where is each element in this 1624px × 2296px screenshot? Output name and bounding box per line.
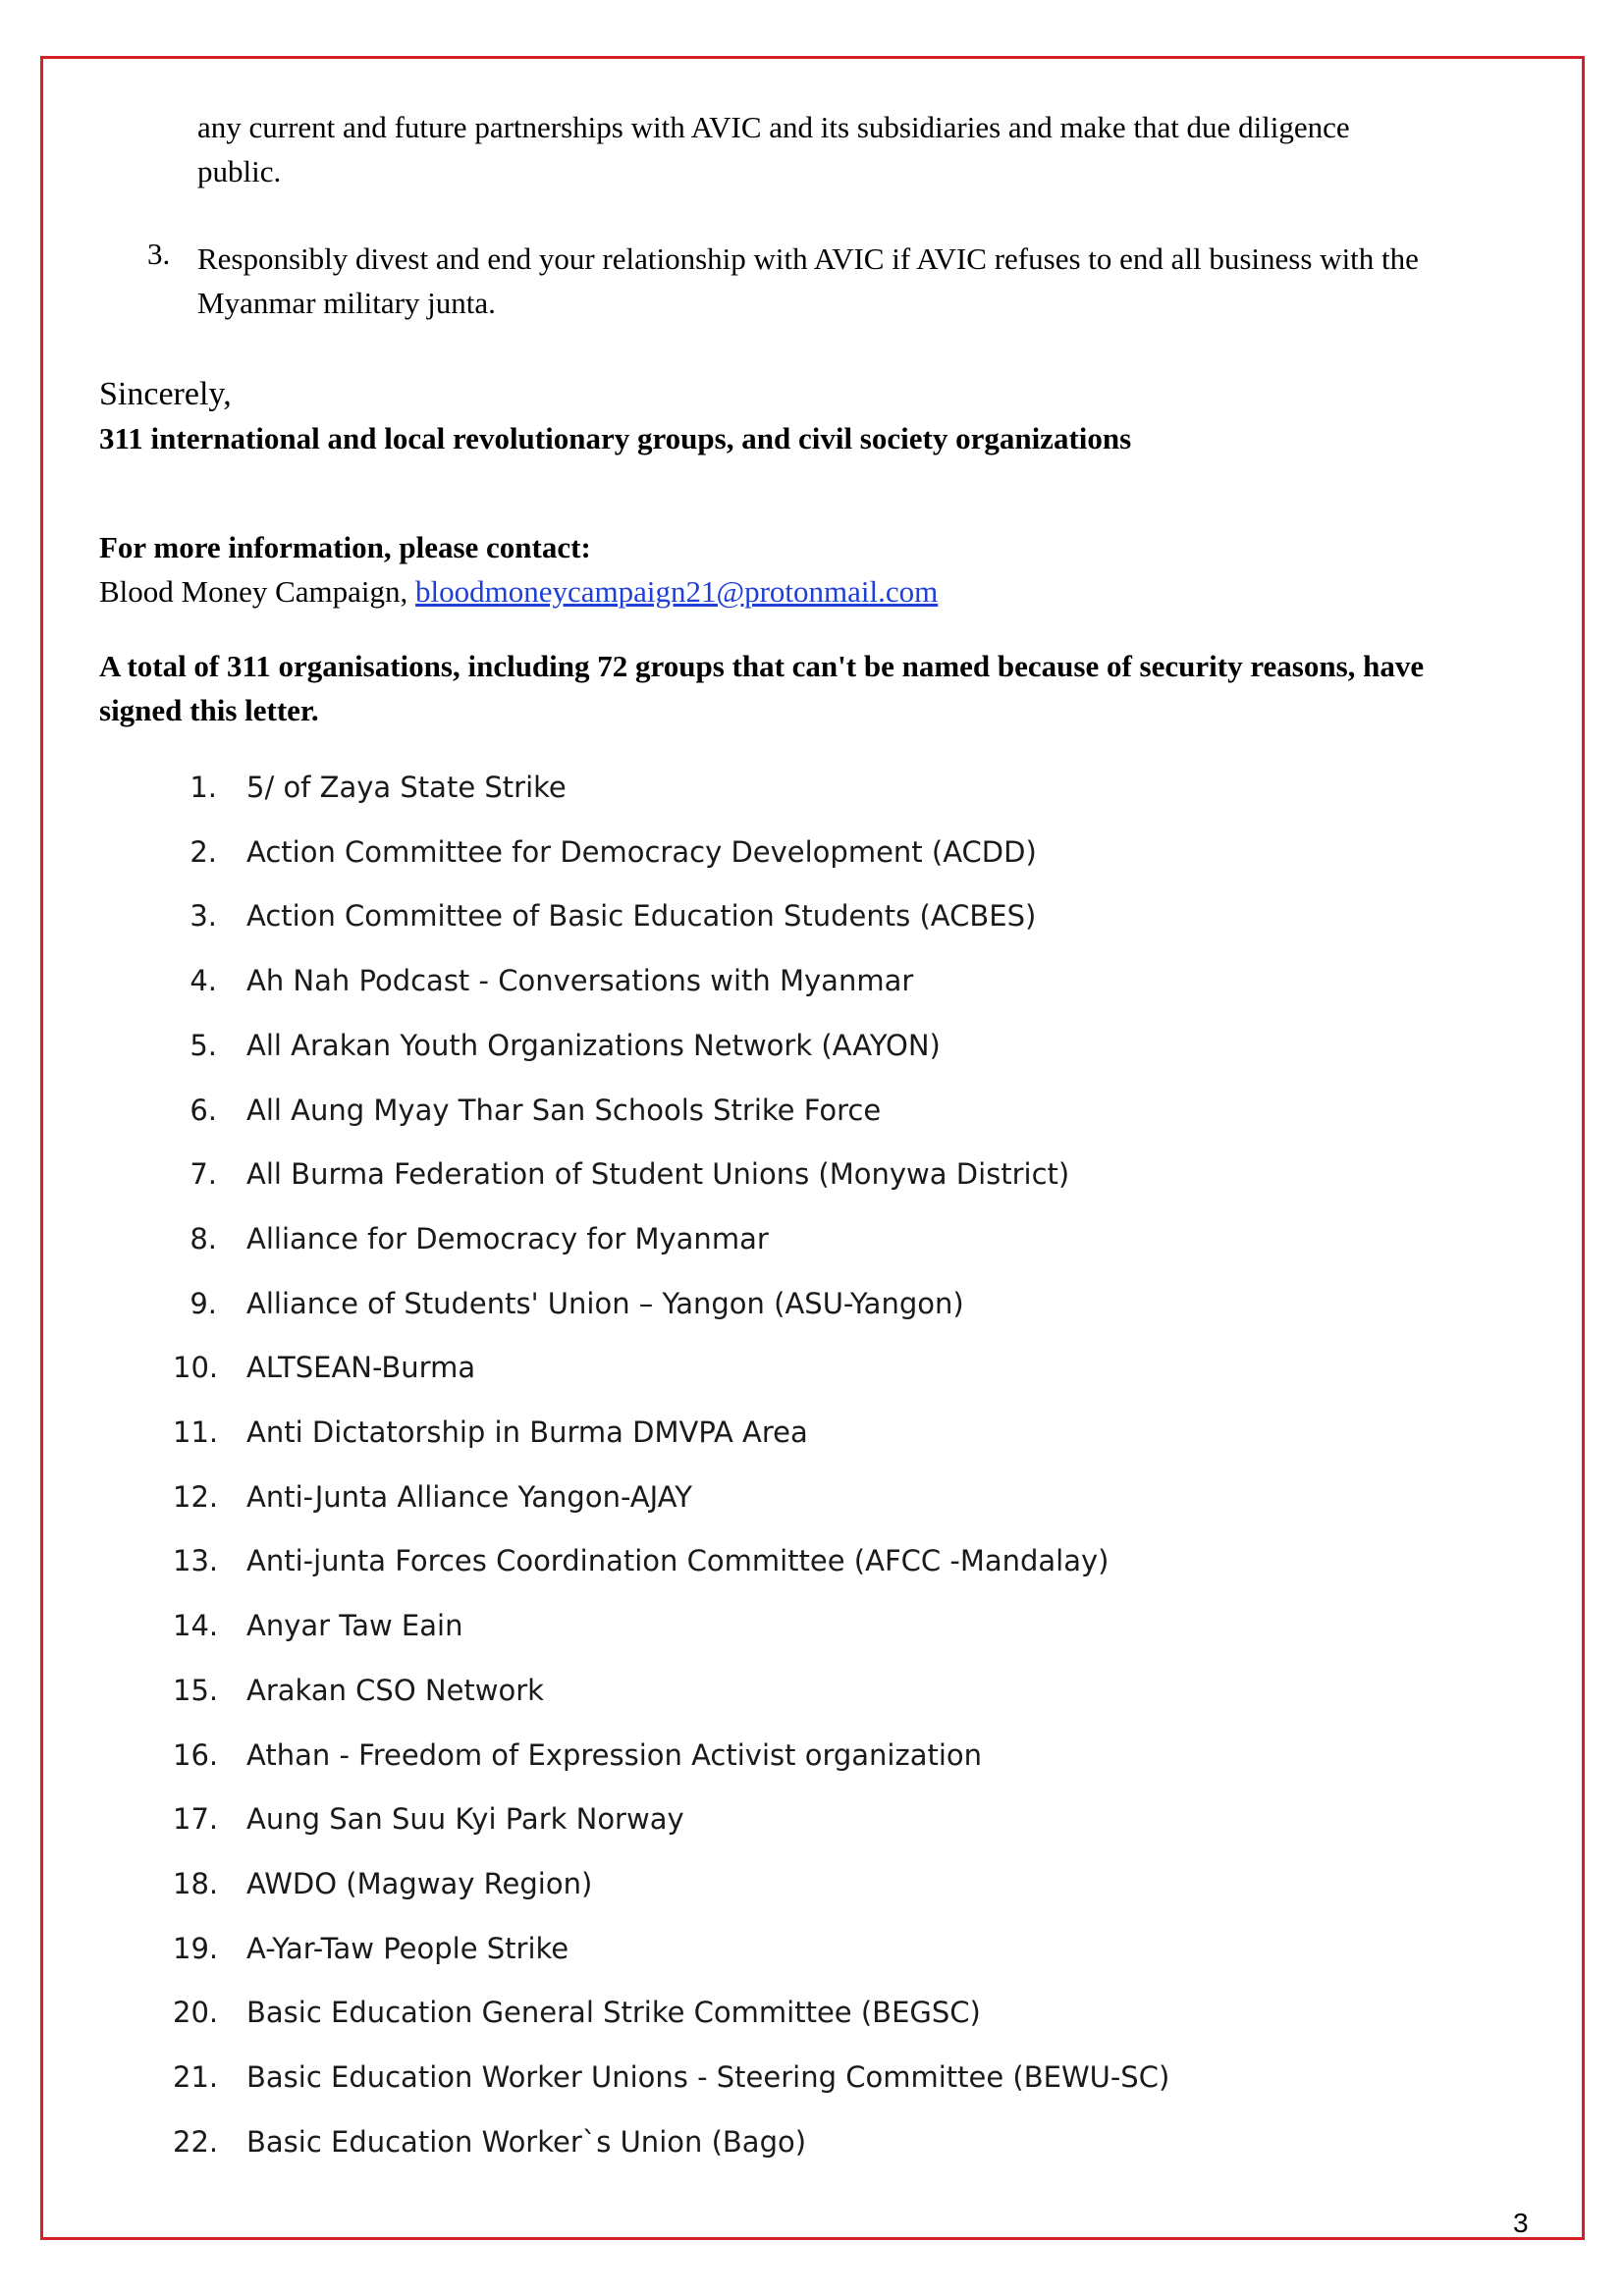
list-item-number: 3. bbox=[189, 899, 217, 934]
list-item-number: 13. bbox=[173, 1544, 219, 1578]
item-3-line-2: Myanmar military junta. bbox=[197, 286, 496, 320]
list-item-number: 5. bbox=[189, 1028, 217, 1062]
list-item-name: All Arakan Youth Organizations Network (AAYON) bbox=[246, 1028, 941, 1062]
list-item-name: All Burma Federation of Student Unions (Monywa District) bbox=[246, 1157, 1070, 1192]
contact-line bbox=[99, 569, 938, 614]
list-item-number: 7. bbox=[189, 1157, 217, 1192]
list-item-name: Aung San Suu Kyi Park Norway bbox=[246, 1802, 684, 1837]
list-item-number: 19. bbox=[173, 1931, 219, 1965]
list-item-name: Action Committee of Basic Education Students (ACBES) bbox=[246, 899, 1037, 934]
list-item-number: 2. bbox=[189, 834, 217, 869]
list-item-number: 4. bbox=[189, 964, 217, 998]
continued-text-line-1: any current and future partnerships with AVIC and its subsidiaries and make that due diligence bbox=[197, 110, 1350, 144]
item-3-line-1: Responsibly divest and end your relationship with AVIC if AVIC refuses to end all business with the bbox=[197, 241, 1419, 276]
continued-text-line-2: public. bbox=[197, 154, 282, 188]
list-item-number: 15. bbox=[173, 1673, 219, 1707]
list-item-name: Anyar Taw Eain bbox=[246, 1609, 463, 1643]
list-item-number: 22. bbox=[173, 2124, 219, 2159]
list-item-name: Action Committee for Democracy Development (ACDD) bbox=[246, 834, 1037, 869]
list-item-name: Arakan CSO Network bbox=[246, 1673, 544, 1707]
list-item-number: 20. bbox=[173, 1996, 219, 2030]
list-item-number: 14. bbox=[173, 1609, 219, 1643]
signatory: 311 international and local revolutionary groups, and civil society organizations bbox=[99, 421, 1132, 455]
item-3-number: 3. bbox=[147, 237, 171, 271]
list-item-number: 10. bbox=[173, 1351, 219, 1385]
total-line-2: signed this letter. bbox=[99, 693, 319, 727]
list-item-number: 21. bbox=[173, 2060, 219, 2094]
total-line-1: A total of 311 organisations, including 72 groups that can't be named because of security reasons, have bbox=[99, 649, 1425, 683]
page-number: 3 bbox=[1513, 2208, 1529, 2238]
list-item-number: 12. bbox=[173, 1479, 219, 1514]
list-item-number: 9. bbox=[189, 1286, 217, 1320]
list-item-number: 8. bbox=[189, 1221, 217, 1255]
page-border bbox=[40, 56, 1585, 2240]
list-item-number: 17. bbox=[173, 1802, 219, 1837]
list-item-name: Athan - Freedom of Expression Activist organization bbox=[246, 1737, 983, 1772]
list-item-number: 18. bbox=[173, 1866, 219, 1900]
list-item-name: ALTSEAN-Burma bbox=[246, 1351, 476, 1385]
list-item-name: Basic Education Worker`s Union (Bago) bbox=[246, 2124, 807, 2159]
list-item-name: Anti-junta Forces Coordination Committee (AFCC -Mandalay) bbox=[246, 1544, 1110, 1578]
list-item-name: Ah Nah Podcast - Conversations with Myanmar bbox=[246, 964, 914, 998]
list-item-number: 11. bbox=[173, 1415, 219, 1449]
contact-name: Blood Money Campaign, bbox=[99, 574, 416, 609]
list-item-name: 5/ of Zaya State Strike bbox=[246, 771, 567, 804]
list-item-name: A-Yar-Taw People Strike bbox=[246, 1931, 569, 1965]
list-item-name: Basic Education Worker Unions - Steering Committee (BEWU-SC) bbox=[246, 2060, 1170, 2094]
list-item-number: 1. bbox=[189, 771, 217, 804]
list-item-name: Basic Education General Strike Committee (BEGSC) bbox=[246, 1996, 981, 2030]
list-item-name: Alliance of Students' Union – Yangon (ASU-Yangon) bbox=[246, 1286, 964, 1320]
list-item-name: All Aung Myay Thar San Schools Strike Force bbox=[246, 1093, 882, 1127]
closing: Sincerely, bbox=[99, 376, 232, 412]
list-item-name: Anti Dictatorship in Burma DMVPA Area bbox=[246, 1415, 808, 1449]
list-item-name: Alliance for Democracy for Myanmar bbox=[246, 1221, 769, 1255]
list-item-name: AWDO (Magway Region) bbox=[246, 1866, 593, 1900]
list-item-number: 6. bbox=[189, 1093, 217, 1127]
contact-email-link[interactable]: bloodmoneycampaign21@protonmail.com bbox=[415, 574, 939, 609]
list-item-name: Anti-Junta Alliance Yangon-AJAY bbox=[246, 1479, 692, 1514]
contact-heading: For more information, please contact: bbox=[99, 530, 591, 564]
list-item-number: 16. bbox=[173, 1737, 219, 1772]
